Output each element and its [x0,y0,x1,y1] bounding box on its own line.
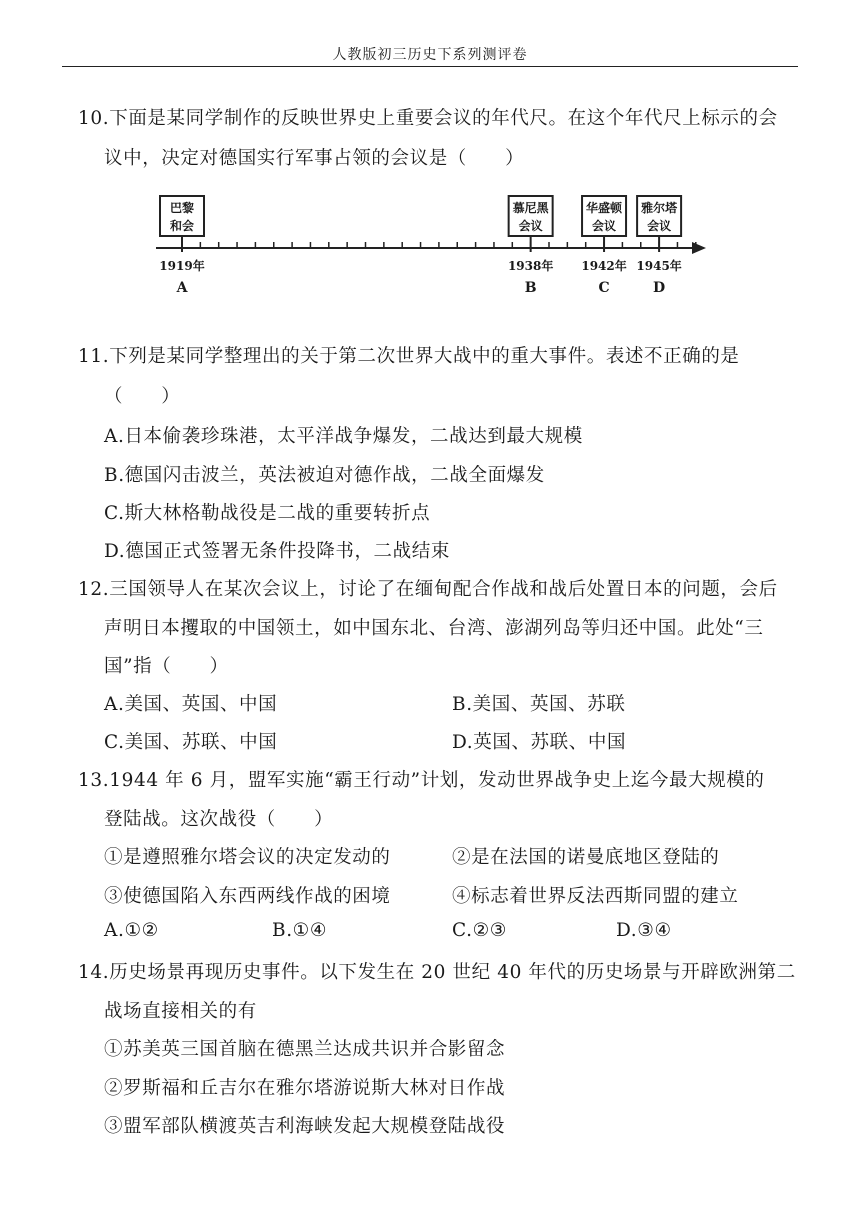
timeline-year-label: 1919年 [159,259,205,273]
q14-line1: 14.历史场景再现历史事件。以下发生在 20 世纪 40 年代的历史场景与开辟欧洲第二 [78,962,796,983]
q13-statement-1: ①是遵照雅尔塔会议的决定发动的 [104,847,391,868]
q12-option-b: B.美国、英国、苏联 [452,694,626,715]
q14-statement-3: ③盟军部队横渡英吉利海峡发起大规模登陆战役 [104,1116,506,1137]
q12-option-c: C.美国、苏联、中国 [104,732,278,753]
q11-option-d: D.德国正式签署无条件投降书，二战结束 [104,541,450,562]
q11-option-c: C.斯大林格勒战役是二战的重要转折点 [104,503,431,524]
q12-line3: 国”指（ ） [104,656,229,677]
q14-line2: 战场直接相关的有 [104,1001,257,1022]
q13-statement-3: ③使德国陷入东西两线作战的困境 [104,886,391,907]
q13-statement-4: ④标志着世界反法西斯同盟的建立 [452,886,739,907]
q11-line2: （ ） [104,386,181,407]
q13-option-c: C.②③ [452,920,507,941]
timeline-year-label: 1942年 [581,259,627,273]
q13-line1: 13.1944 年 6 月，盟军实施“霸王行动”计划，发动世界战争史上迄今最大规模的 [78,770,765,791]
timeline-year-label: 1945年 [636,259,682,273]
page-header: 人教版初三历史下系列测评卷 [62,44,798,67]
q13-statement-2: ②是在法国的诺曼底地区登陆的 [452,847,720,868]
timeline-letter-label: B [524,280,537,296]
q10-line2: 议中，决定对德国实行军事占领的会议是（ ） [104,148,525,169]
timeline-letter-label: C [598,280,610,296]
timeline-year-label: 1938年 [507,259,554,273]
timeline-arrow [692,242,706,254]
timeline-event-label: 会议 [592,219,617,233]
timeline-event-label: 华盛顿 [586,201,623,215]
timeline-letter-label: A [176,280,188,296]
q11-option-b: B.德国闪击波兰，英法被迫对德作战，二战全面爆发 [104,465,545,486]
timeline-event-label: 慕尼黑 [512,201,549,215]
timeline-event-label: 会议 [647,219,672,233]
timeline-event-label: 巴黎 [169,201,195,215]
q12-line2: 声明日本攫取的中国领土，如中国东北、台湾、澎湖列岛等归还中国。此处“三 [104,618,764,639]
timeline-event-label: 会议 [518,219,543,233]
q11-line1: 11.下列是某同学整理出的关于第二次世界大战中的重大事件。表述不正确的是 [78,346,740,367]
q13-option-a: A.①② [104,920,159,941]
q14-statement-1: ①苏美英三国首脑在德黑兰达成共识并合影留念 [104,1039,506,1060]
q12-option-d: D.英国、苏联、中国 [452,732,627,753]
q14-statement-2: ②罗斯福和丘吉尔在雅尔塔游说斯大林对日作战 [104,1078,506,1099]
q11-option-a: A.日本偷袭珍珠港，太平洋战争爆发，二战达到最大规模 [104,426,583,447]
timeline-figure [150,190,710,300]
q10-line1: 10.下面是某同学制作的反映世界史上重要会议的年代尺。在这个年代尺上标示的会 [78,108,778,129]
q12-option-a: A.美国、英国、中国 [104,694,278,715]
q12-line1: 12.三国领导人在某次会议上，讨论了在缅甸配合作战和战后处置日本的问题，会后 [78,579,778,600]
timeline-event-label: 雅尔塔 [641,201,678,215]
timeline-event-label: 和会 [169,219,195,233]
q13-option-b: B.①④ [272,920,328,941]
q13-option-d: D.③④ [616,920,672,941]
q13-line2: 登陆战。这次战役（ ） [104,809,334,830]
timeline-letter-label: D [653,280,666,296]
